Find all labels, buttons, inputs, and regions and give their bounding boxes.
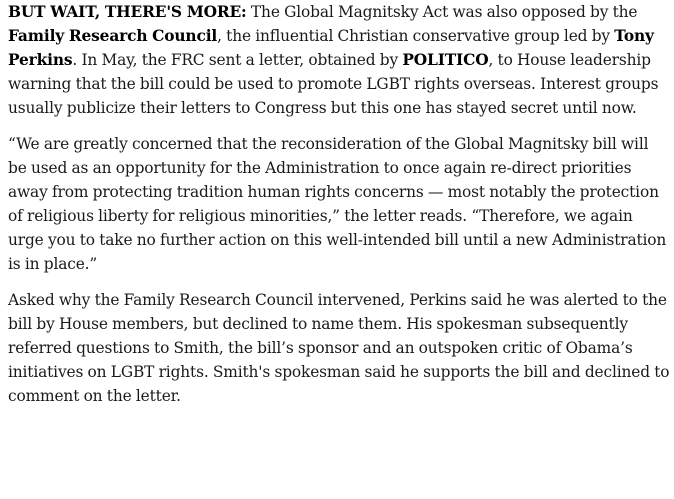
lead-in: BUT WAIT, THERE'S MORE: [8,3,247,21]
paragraph-2: “We are greatly concerned that the reconsideration of the Global Magnitsky bill will be used as an opportunity for the Administration to once again re-direct priorities away from protecting tradition human rights concerns — most notably the protection of religious liberty for religious minorities,” the letter reads. “Therefore, we again urge you to take no further action on this well-intended bill until a new Administration is in place.” [8,135,667,273]
org-name: Family Research Council [8,27,218,45]
paragraph-1-text-b: , the influential Christian conservative group led by [217,27,615,45]
person-name: Tony Perkins [8,27,654,69]
paragraph-1-text-a: The Global Magnitsky Act was also opposed by the [246,3,638,21]
paragraph-1-text-c: . In May, the FRC sent a letter, obtained by [72,51,403,69]
paragraph-1-text-d: , to House leadership warning that the bill could be used to promote LGBT rights overseas. Interest groups usually publicize their letters to Congress but this one has stayed secret until now. [8,51,659,117]
outlet-name: POLITICO [402,51,489,69]
paragraph-1 [8,0,670,120]
article-body [8,0,670,420]
paragraph-3: Asked why the Family Research Council intervened, Perkins said he was alerted to the bill by House members, but declined to name them. His spokesman subsequently referred questions to Smith, the bill’s sponsor and an outspoken critic of Obama’s initiatives on LGBT rights. Smith's spokesman said he supports the bill and declined to comment on the letter. [8,291,670,405]
